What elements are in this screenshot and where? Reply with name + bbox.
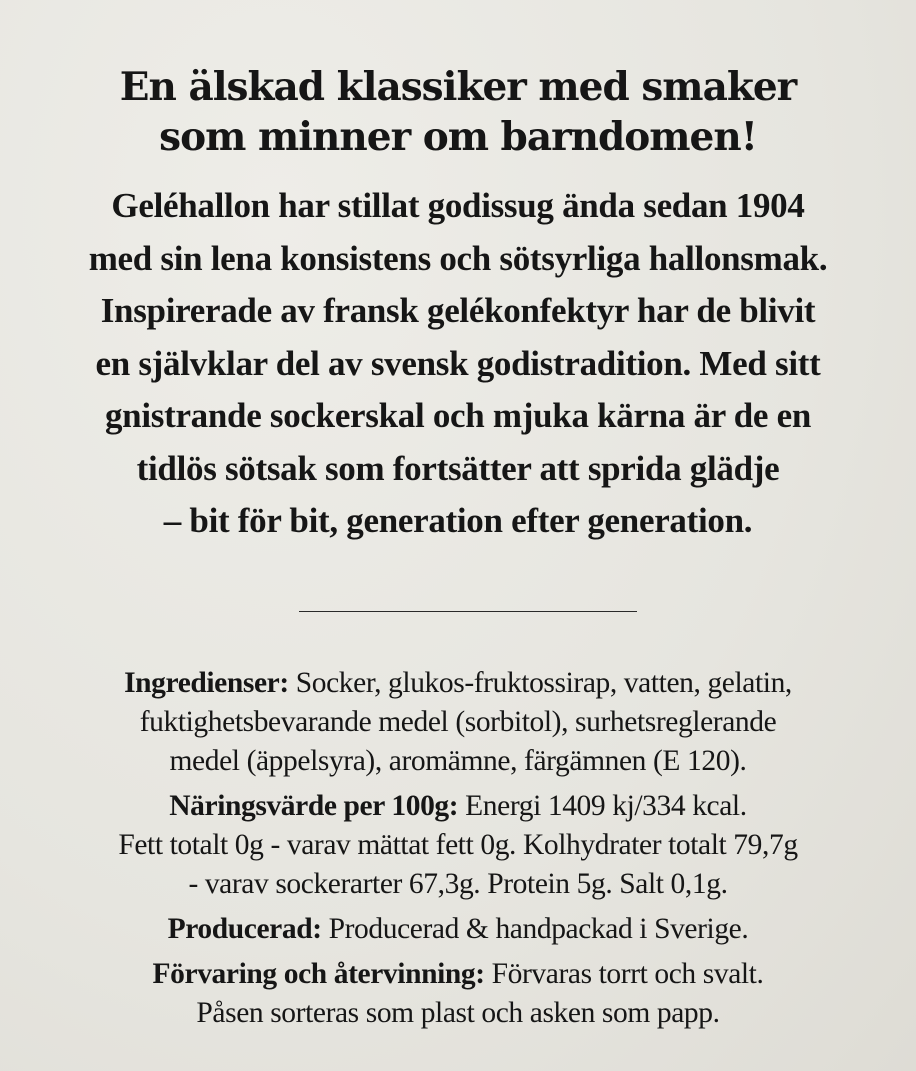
production-section xyxy=(0,910,916,949)
nutrition-section xyxy=(0,787,916,904)
nutrition-text: Energi 1409 kj/334 kcal. xyxy=(458,790,747,822)
ingredients-text: Socker, glukos-fruktossirap, vatten, gelatin, xyxy=(288,667,792,699)
production-text: Producerad & handpackad i Sverige. xyxy=(321,913,749,945)
ingredients-text: fuktighetsbevarande medel (sorbitol), surhetsreglerande xyxy=(139,706,777,738)
production-label: Producerad: xyxy=(167,913,322,945)
storage-text: Förvaras torrt och svalt. xyxy=(484,958,764,990)
intro-line: gnistrande sockerskal och mjuka kärna är de en xyxy=(104,396,812,435)
headline-line: som minner om barndomen! xyxy=(159,114,757,160)
nutrition-text: Fett totalt 0g - varav mättat fett 0g. Kolhydrater totalt 79,7g xyxy=(118,829,798,861)
divider-rule xyxy=(299,611,637,612)
headline-line: En älskad klassiker med smaker xyxy=(119,64,797,110)
intro-line: en självklar del av svensk godistradition. Med sitt xyxy=(95,343,821,383)
product-facts xyxy=(0,664,916,1039)
storage-text: Påsen sorteras som plast och asken som papp. xyxy=(196,997,720,1029)
intro-paragraph xyxy=(0,180,916,548)
ingredients-text: medel (äppelsyra), aromämne, färgämnen (E 120). xyxy=(169,745,747,777)
headline xyxy=(0,62,916,162)
nutrition-label: Näringsvärde per 100g: xyxy=(169,790,459,822)
intro-line: Geléhallon har stillat godissug ända sedan 1904 xyxy=(111,186,805,225)
ingredients-label: Ingredienser: xyxy=(124,667,289,699)
intro-line: Inspirerade av fransk gelékonfektyr har de blivit xyxy=(100,291,816,330)
intro-line: tidlös sötsak som fortsätter att sprida glädje xyxy=(136,448,780,488)
ingredients-section xyxy=(0,664,916,781)
intro-line: med sin lena konsistens och sötsyrliga hallonsmak. xyxy=(88,238,828,278)
storage-section xyxy=(0,955,916,1033)
storage-label: Förvaring och återvinning: xyxy=(152,958,485,990)
nutrition-text: - varav sockerarter 67,3g. Protein 5g. Salt 0,1g. xyxy=(188,868,728,900)
intro-line: – bit för bit, generation efter generation. xyxy=(163,501,753,540)
